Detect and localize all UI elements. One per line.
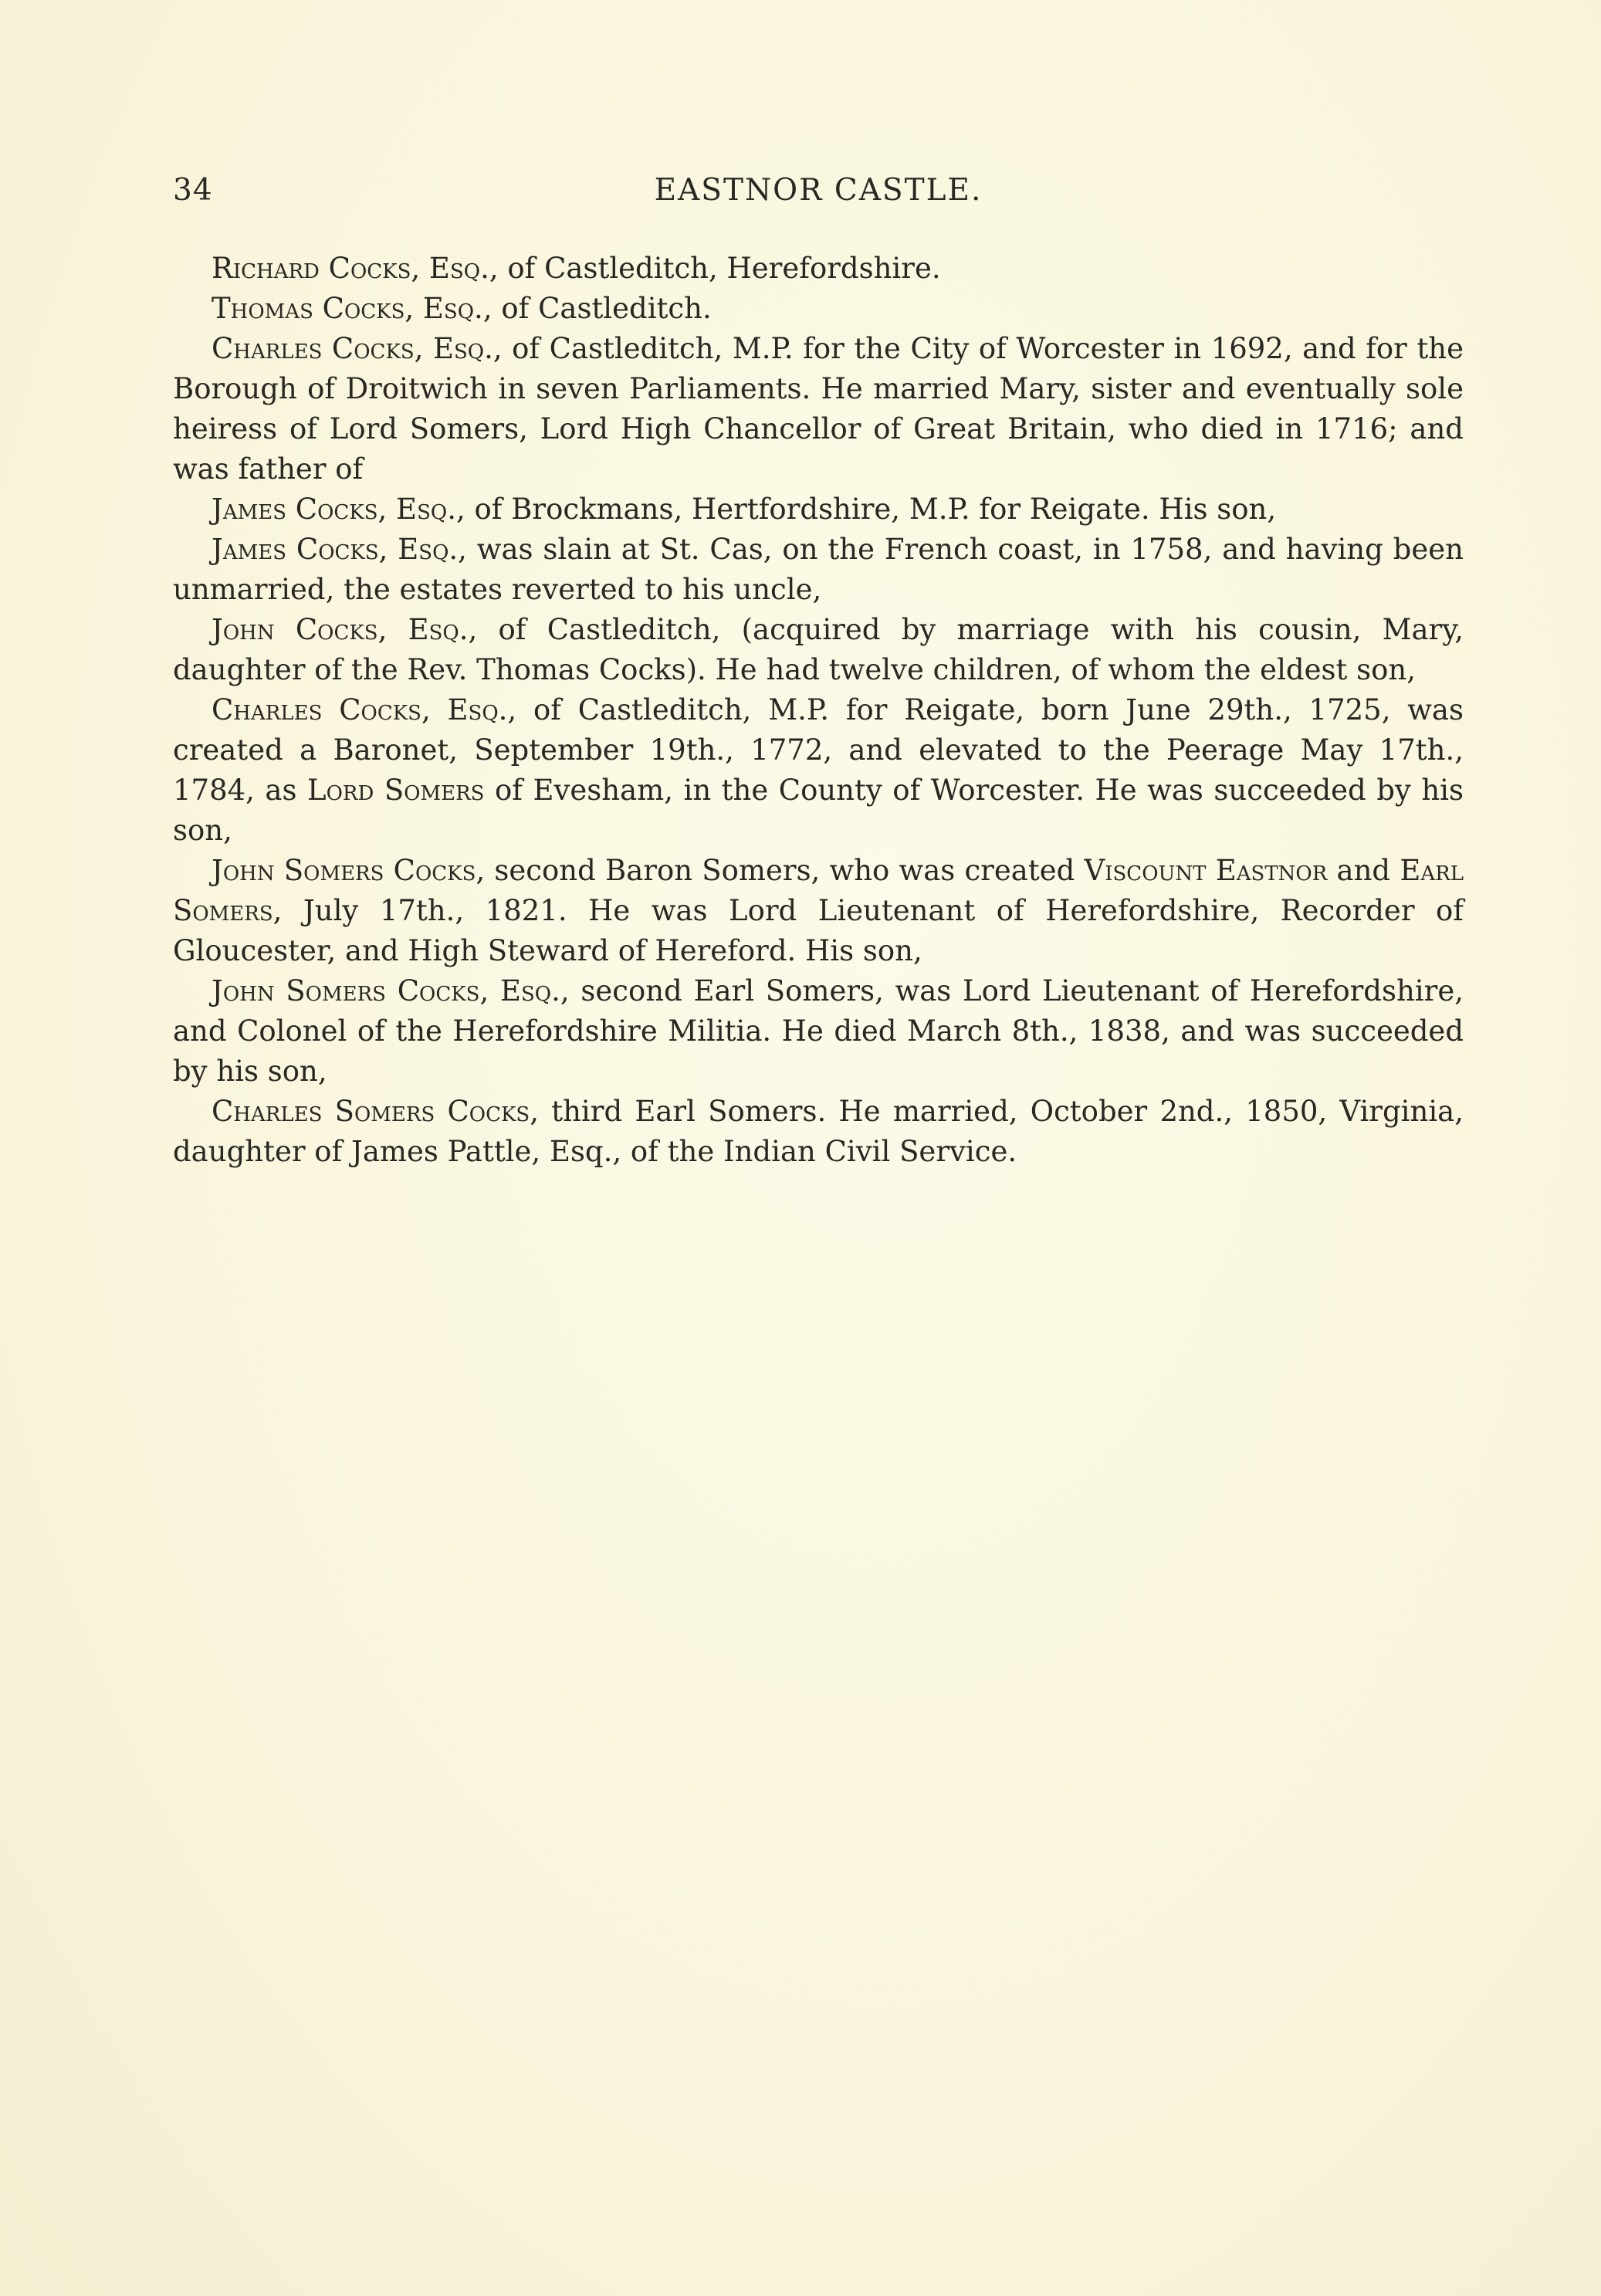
person-name: John Somers Cocks, Esq. bbox=[212, 974, 560, 1007]
paragraph-text: , of Castleditch, Herefordshire. bbox=[489, 252, 941, 285]
page-number: 34 bbox=[173, 173, 213, 208]
peerage-title: Earl Somers bbox=[173, 854, 1464, 927]
paragraph-john-somers-cocks-viscount bbox=[173, 851, 1464, 971]
running-title: EASTNOR CASTLE. bbox=[654, 173, 983, 208]
paragraph-text: , was slain at St. Cas, on the French coast, in 1758, and having been unmarried, the estates reverted to his uncle, bbox=[173, 533, 1464, 606]
person-name: James Cocks, Esq. bbox=[212, 493, 456, 526]
paragraph-text: , July 17th., 1821. He was Lord Lieutenant of Herefordshire, Recorder of Gloucester, and High Steward of Hereford. His son, bbox=[173, 894, 1464, 967]
paragraph-text: , third Earl Somers. He married, October 2nd., 1850, Virginia, daughter of James Pattle, Esq., of the Indian Civil Service. bbox=[173, 1095, 1464, 1168]
person-name: Charles Somers Cocks bbox=[212, 1095, 530, 1128]
peerage-title: Lord Somers bbox=[307, 774, 485, 807]
paragraph-text: and bbox=[1327, 854, 1400, 887]
paragraph-charles-cocks-1692 bbox=[173, 329, 1464, 489]
paragraph-text: , of Brockmans, Hertfordshire, M.P. for Reigate. His son, bbox=[455, 493, 1277, 526]
paragraph-james-cocks-slain bbox=[173, 530, 1464, 610]
paragraph-text: of Evesham, in the County of Worcester. He was succeeded by his son, bbox=[173, 774, 1464, 847]
paragraph-text: , of Castleditch. bbox=[482, 292, 712, 325]
person-name: Charles Cocks, Esq. bbox=[212, 332, 493, 365]
peerage-title: Viscount Eastnor bbox=[1084, 854, 1328, 887]
body-text bbox=[173, 249, 1464, 1172]
person-name: Thomas Cocks, Esq. bbox=[212, 292, 483, 325]
paragraph-text: , second Baron Somers, who was created bbox=[476, 854, 1085, 887]
paragraph-text: , of Castleditch, M.P. for Reigate, born June 29th., 1725, was created a Baronet, September 19th., 1772, and elevated to the Peerage May 17th., 1784, as bbox=[173, 693, 1464, 807]
person-name: Richard Cocks, Esq. bbox=[212, 252, 489, 285]
paragraph-text: , second Earl Somers, was Lord Lieutenant of Herefordshire, and Colonel of the Herefordshire Militia. He died March 8th., 1838, and was succeeded by his son, bbox=[173, 974, 1464, 1088]
paragraph-richard-cocks bbox=[173, 249, 1464, 289]
running-head bbox=[173, 173, 1464, 219]
person-name: John Cocks, Esq. bbox=[212, 613, 469, 646]
paragraph-text: , of Castleditch, (acquired by marriage with his cousin, Mary, daughter of the Rev. Thomas Cocks). He had twelve children, of whom the eldest son, bbox=[173, 613, 1464, 686]
person-name: Charles Cocks, Esq. bbox=[212, 693, 508, 726]
paragraph-james-cocks-brockmans bbox=[173, 489, 1464, 530]
paragraph-john-somers-cocks-earl bbox=[173, 971, 1464, 1092]
person-name: John Somers Cocks bbox=[212, 854, 476, 887]
paragraph-thomas-cocks bbox=[173, 289, 1464, 329]
paragraph-charles-cocks-baronet bbox=[173, 690, 1464, 851]
person-name: James Cocks, Esq. bbox=[212, 533, 459, 566]
paragraph-text: , of Castleditch, M.P. for the City of Worcester in 1692, and for the Borough of Droitwich in seven Parliaments. He married Mary, sister and eventually sole heiress of Lord Somers, Lord High Chancellor of Great Britain, who died in 1716; and was father of bbox=[173, 332, 1464, 486]
paragraph-john-cocks bbox=[173, 610, 1464, 690]
paragraph-charles-somers-cocks bbox=[173, 1092, 1464, 1172]
